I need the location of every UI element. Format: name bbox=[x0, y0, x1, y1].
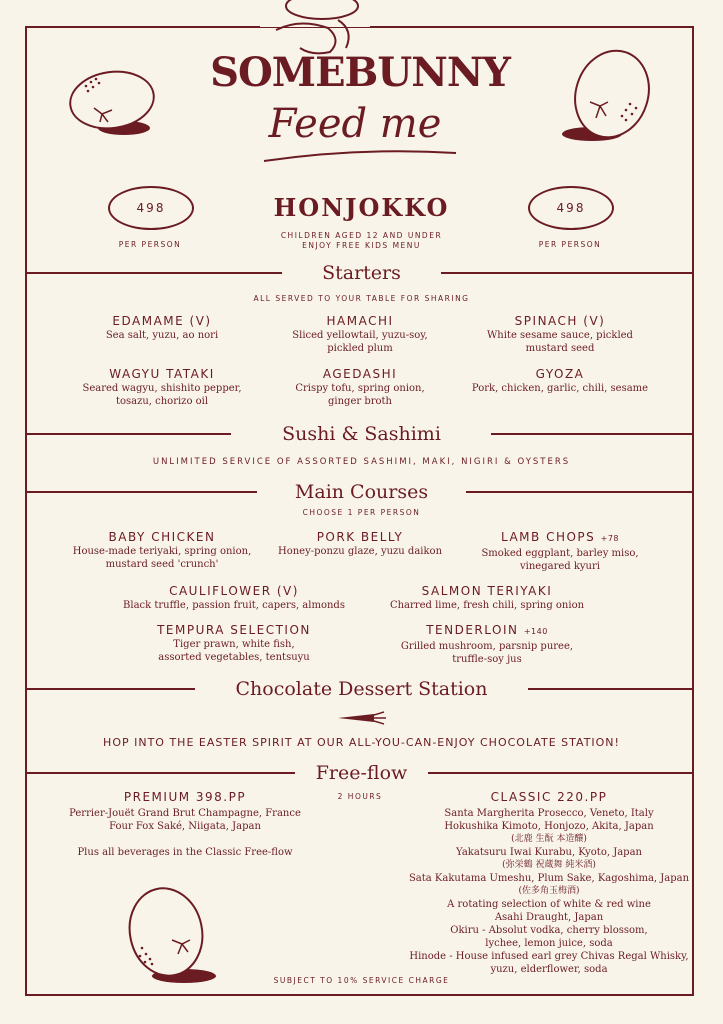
drink-line: Sata Kakutama Umeshu, Plum Sake, Kagoshima, Japan bbox=[408, 873, 690, 884]
dish-name: LAMB CHOPS bbox=[501, 530, 596, 544]
dish-desc: ginger broth bbox=[328, 396, 392, 407]
dish-name: TEMPURA SELECTION bbox=[157, 623, 311, 637]
drink-line: (北鹿 生酛 本造釀) bbox=[511, 834, 587, 844]
egg-icon bbox=[560, 44, 656, 144]
sushi-subtitle: UNLIMITED SERVICE OF ASSORTED SASHIMI, MAKI, NIGIRI & OYSTERS bbox=[152, 457, 571, 467]
dish-name: SALMON TERIYAKI bbox=[421, 584, 553, 598]
dish-name: CAULIFLOWER (V) bbox=[169, 584, 299, 598]
drink-line: Asahi Draught, Japan bbox=[494, 912, 604, 923]
dish-desc: tosazu, chorizo oil bbox=[115, 396, 209, 407]
carrot-icon bbox=[336, 711, 388, 725]
drink-line: yuzu, elderflower, soda bbox=[490, 964, 608, 975]
dish-name: PORK BELLY bbox=[316, 530, 404, 544]
mains-subtitle: CHOOSE 1 PER PERSON bbox=[302, 508, 421, 517]
drink-line bbox=[55, 833, 315, 846]
drink-line: (弥栄鶴 祝蔵舞 純米酒) bbox=[502, 860, 596, 870]
freeflow-hours: 2 HOURS bbox=[337, 792, 383, 801]
dish-tenderloin bbox=[362, 622, 612, 666]
egg-icon bbox=[66, 66, 158, 138]
dish-desc: Black truffle, passion fruit, capers, almonds bbox=[123, 600, 345, 611]
dish-salmon-teriyaki bbox=[362, 583, 612, 612]
dish-wagyu-tataki bbox=[62, 366, 262, 408]
dish-desc: Crispy tofu, spring onion, bbox=[295, 383, 425, 394]
dish-name: HAMACHI bbox=[326, 314, 394, 328]
kids-note-line1: CHILDREN AGED 12 AND UNDER bbox=[280, 231, 443, 240]
starters-subtitle: ALL SERVED TO YOUR TABLE FOR SHARING bbox=[253, 294, 470, 303]
per-person-left: PER PERSON bbox=[118, 240, 182, 249]
dish-desc: White sesame sauce, pickled bbox=[487, 330, 633, 341]
kids-note-line2: ENJOY FREE KIDS MENU bbox=[302, 241, 421, 250]
section-title-mains: Main Courses bbox=[294, 481, 429, 503]
drink-line: Hokushika Kimoto, Honjozo, Akita, Japan bbox=[444, 821, 654, 832]
freeflow-premium bbox=[55, 789, 315, 859]
dish-name: SPINACH (V) bbox=[514, 314, 606, 328]
dish-spinach bbox=[460, 313, 660, 355]
dessert-subtitle: HOP INTO THE EASTER SPIRIT AT OUR ALL-YOU-CAN-ENJOY CHOCOLATE STATION! bbox=[103, 736, 620, 749]
price-badge-right: 498 bbox=[528, 186, 614, 230]
dish-desc: truffle-soy jus bbox=[452, 654, 522, 665]
package-name: CLASSIC 220.PP bbox=[490, 790, 608, 804]
dish-desc: Honey-ponzu glaze, yuzu daikon bbox=[277, 546, 443, 557]
dish-desc: Smoked eggplant, barley miso, bbox=[481, 548, 639, 559]
dish-desc: Tiger prawn, white fish, bbox=[173, 639, 295, 650]
price-supplement: +78 bbox=[600, 534, 619, 543]
dish-desc: House-made teriyaki, spring onion, bbox=[72, 546, 252, 557]
dish-baby-chicken bbox=[62, 529, 262, 571]
dish-gyoza bbox=[460, 366, 660, 395]
dish-cauliflower bbox=[100, 583, 368, 612]
dish-lamb-chops bbox=[460, 529, 660, 573]
section-title-freeflow: Free-flow bbox=[315, 762, 408, 784]
per-person-right: PER PERSON bbox=[538, 240, 602, 249]
logo-swash-icon bbox=[260, 145, 460, 165]
dish-name: EDAMAME (V) bbox=[112, 314, 212, 328]
dish-name: BABY CHICKEN bbox=[108, 530, 216, 544]
dish-desc: mustard seed 'crunch' bbox=[105, 559, 219, 570]
dish-desc: mustard seed bbox=[525, 343, 595, 354]
dish-desc: Sliced yellowtail, yuzu-soy, bbox=[292, 330, 428, 341]
drink-line: (佐多角玉梅酒) bbox=[518, 886, 580, 896]
dish-desc: Grilled mushroom, parsnip puree, bbox=[400, 641, 574, 652]
freeflow-classic bbox=[404, 789, 694, 976]
dish-desc: assorted vegetables, tentsuyu bbox=[158, 652, 310, 663]
dish-tempura-selection bbox=[120, 622, 348, 664]
logo-wordmark: SOMEBUNNY bbox=[210, 49, 510, 96]
dish-desc: Pork, chicken, garlic, chili, sesame bbox=[471, 383, 649, 394]
drink-line: Santa Margherita Prosecco, Veneto, Italy bbox=[444, 808, 654, 819]
dish-name: GYOZA bbox=[535, 367, 585, 381]
price-supplement: +140 bbox=[523, 627, 548, 636]
price-badge-left: 498 bbox=[108, 186, 194, 230]
logo-tagline: Feed me bbox=[268, 101, 442, 147]
egg-icon bbox=[124, 884, 220, 988]
package-name: PREMIUM 398.PP bbox=[123, 790, 247, 804]
drink-line: lychee, lemon juice, soda bbox=[485, 938, 613, 949]
dish-hamachi bbox=[260, 313, 460, 355]
service-charge-note: SUBJECT TO 10% SERVICE CHARGE bbox=[273, 976, 450, 985]
dish-desc: Sea salt, yuzu, ao nori bbox=[105, 330, 219, 341]
drink-line: A rotating selection of white & red wine bbox=[447, 899, 651, 910]
section-title-dessert: Chocolate Dessert Station bbox=[235, 678, 488, 700]
dish-pork-belly bbox=[260, 529, 460, 558]
dish-desc: pickled plum bbox=[327, 343, 393, 354]
dish-name: AGEDASHI bbox=[322, 367, 398, 381]
drink-line: Four Fox Saké, Niigata, Japan bbox=[109, 821, 261, 832]
dish-desc: Seared wagyu, shishito pepper, bbox=[82, 383, 242, 394]
dish-desc: Charred lime, fresh chili, spring onion bbox=[389, 600, 585, 611]
drink-line: Hinode - House infused earl grey Chivas Regal Whisky, bbox=[409, 951, 689, 962]
menu-title: HONJOKKO bbox=[273, 193, 450, 222]
section-title-starters: Starters bbox=[322, 262, 401, 284]
dish-name: TENDERLOIN bbox=[426, 623, 519, 637]
dish-desc: vinegared kyuri bbox=[520, 561, 600, 572]
drink-line: Plus all beverages in the Classic Free-flow bbox=[77, 847, 293, 858]
drink-line: Yakatsuru Iwai Kurabu, Kyoto, Japan bbox=[456, 847, 642, 858]
drink-line: Perrier-Jouët Grand Brut Champagne, France bbox=[69, 808, 301, 819]
section-title-sushi: Sushi & Sashimi bbox=[282, 423, 441, 445]
drink-line: Okiru - Absolut vodka, cherry blossom, bbox=[450, 925, 648, 936]
dish-agedashi bbox=[260, 366, 460, 408]
dish-edamame bbox=[62, 313, 262, 342]
dish-name: WAGYU TATAKI bbox=[109, 367, 215, 381]
